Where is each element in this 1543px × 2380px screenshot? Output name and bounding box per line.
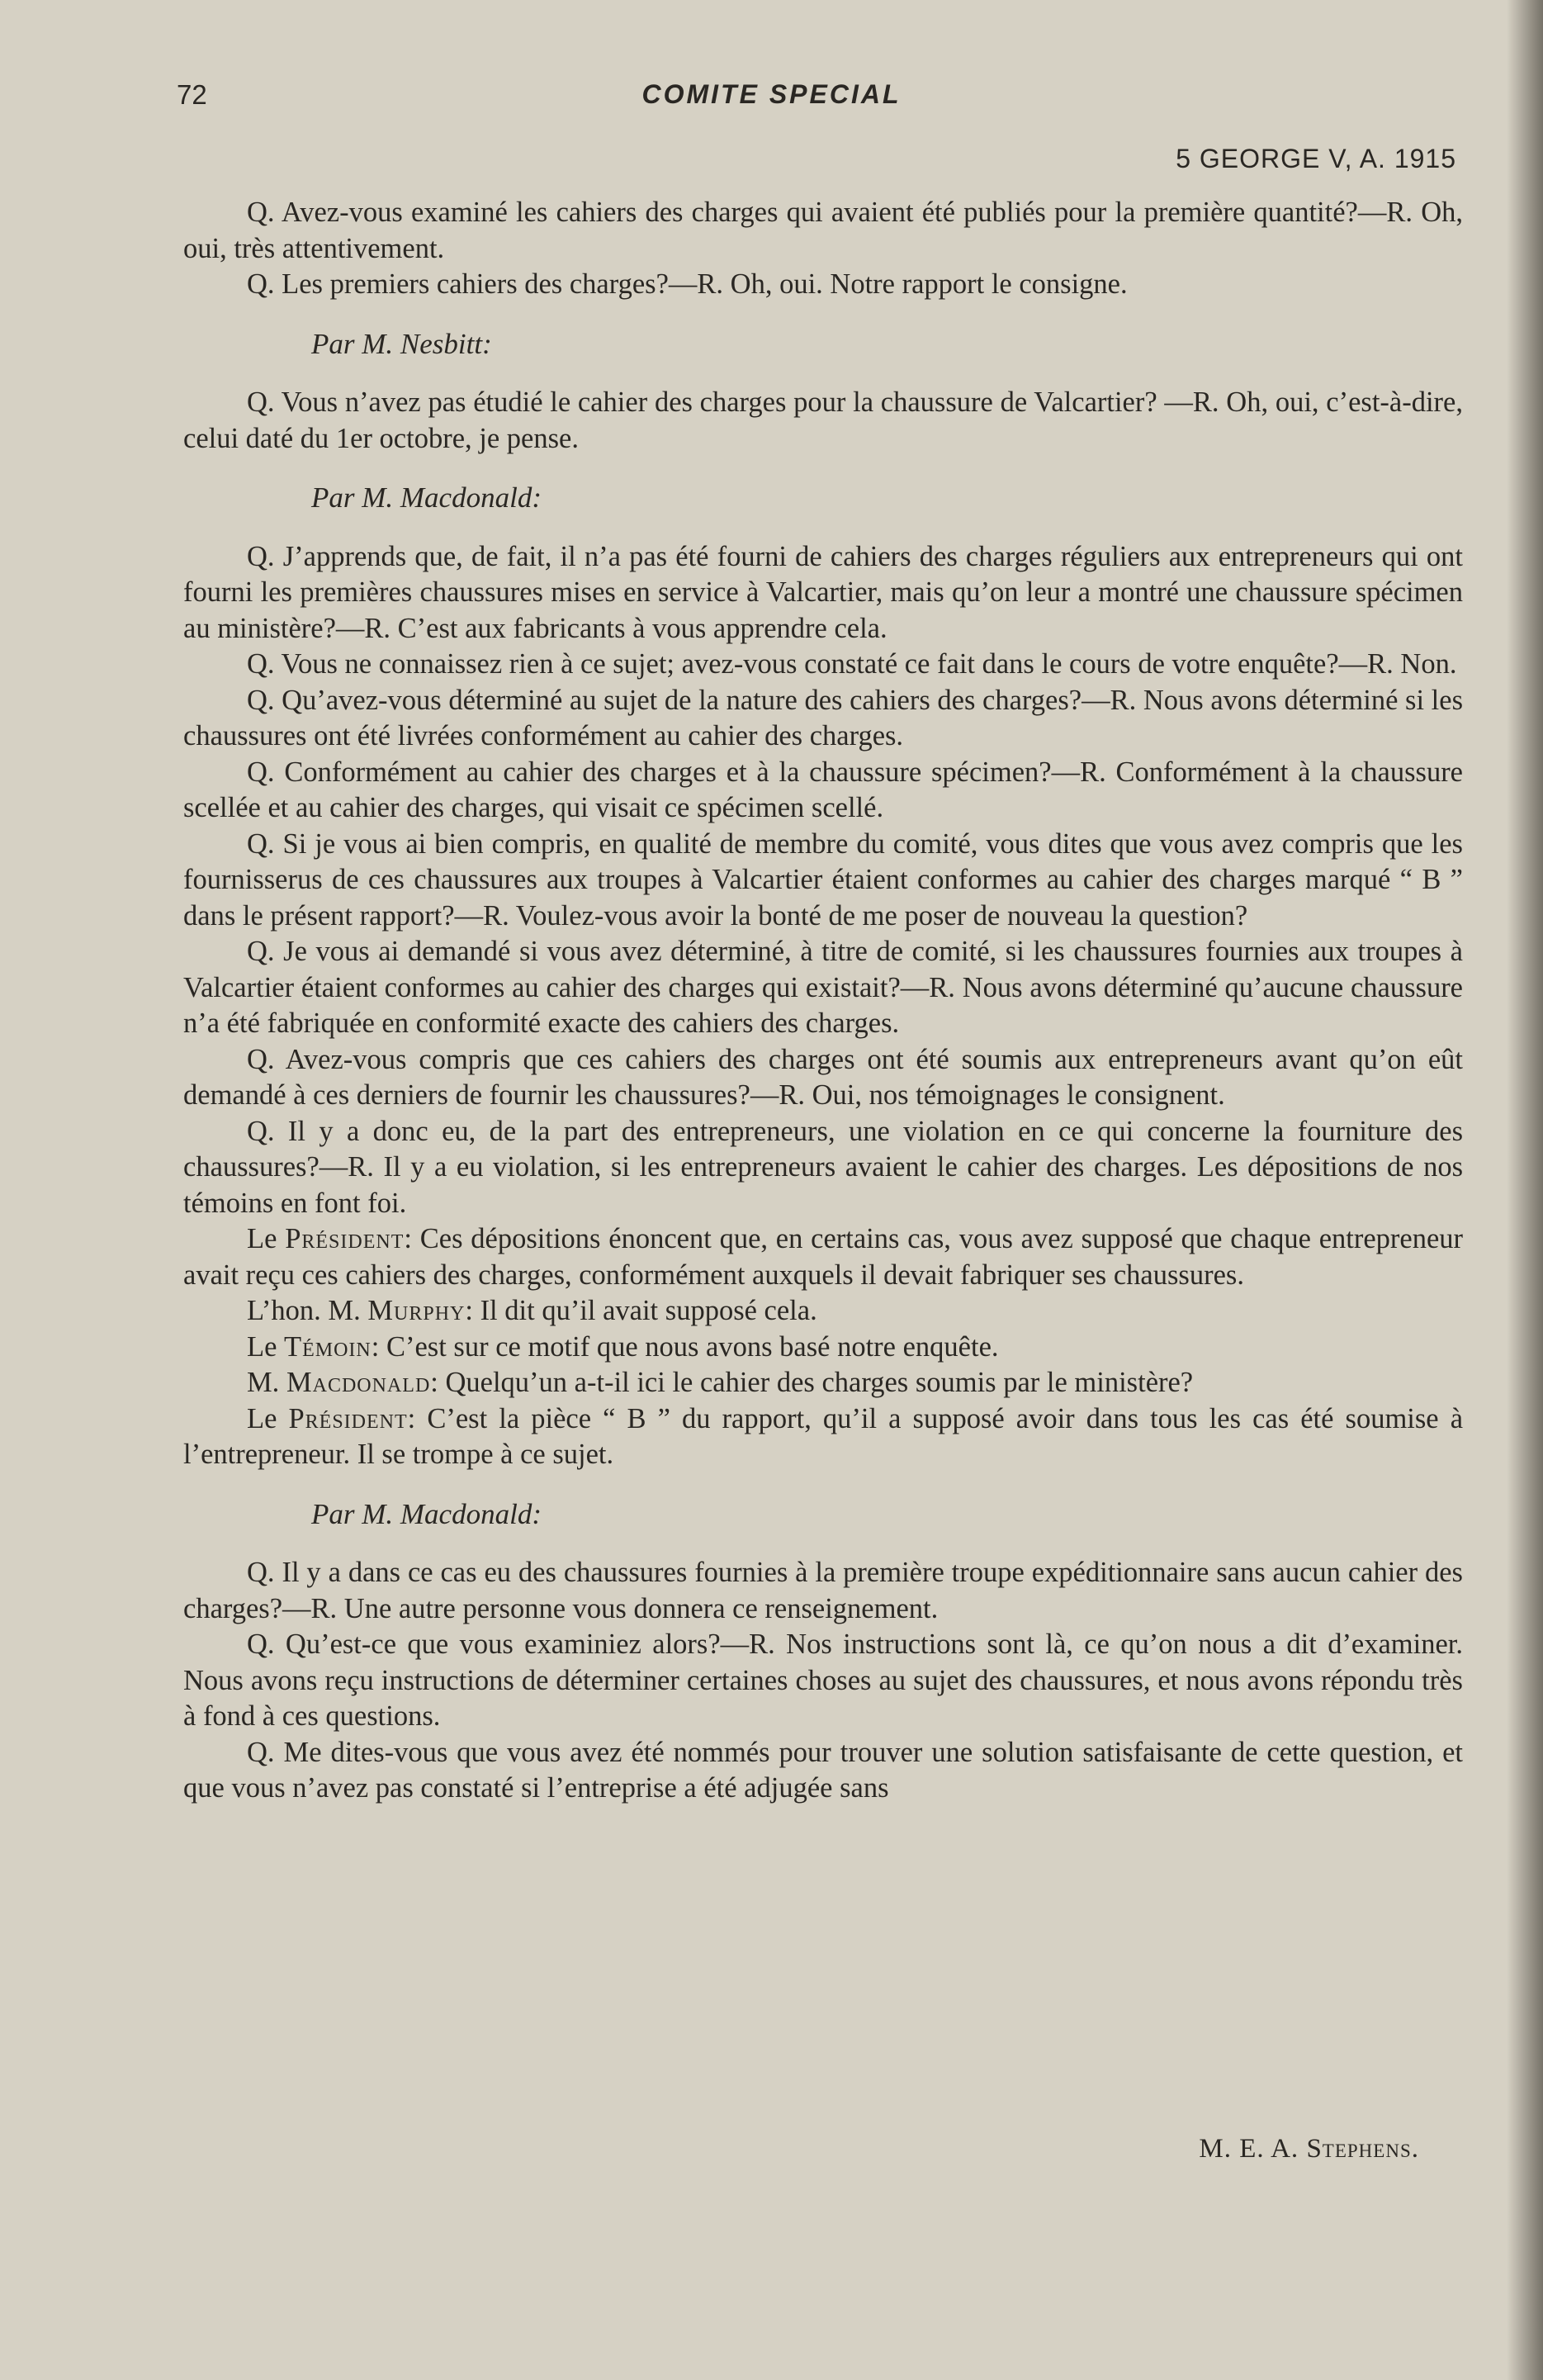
running-title: COMITE SPECIAL — [641, 79, 902, 109]
speaker-prefix: Le — [247, 1402, 289, 1434]
qa-paragraph: Q. Avez-vous examiné les cahiers des charges qui avaient été publiés pour la première quantité?—R. Oh, oui, très attentivement. — [183, 197, 1463, 264]
speech-text: : Ces dépositions énoncent que, en certains cas, vous avez supposé que chaque entrepreneur avait reçu ces cahiers des charges, conformément auxquels il devait fabriquer ses chaussures. — [183, 1223, 1464, 1291]
speaker-prefix: Le — [247, 1330, 285, 1363]
qa-paragraph: Q. Il y a donc eu, de la part des entrepreneurs, une violation en ce qui concerne la fourniture des chaussures?—R. Il y a eu violation, si les entrepreneurs avaient le cahier des charges. Les dépositions de nos témoins en font foi. — [183, 1115, 1463, 1219]
speech-text: : Quelqu’un a-t-il ici le cahier des charges soumis par le ministère? — [430, 1367, 1194, 1398]
speech-paragraph — [183, 1221, 1463, 1293]
speech-paragraph — [183, 1293, 1463, 1330]
speaker-heading: Par M. Macdonald: — [311, 481, 542, 514]
speaker-name: Président — [288, 1402, 408, 1434]
qa-paragraph: Q. Il y a dans ce cas eu des chaussures fournies à la première troupe expéditionnaire sans aucun cahier des charges?—R. Une autre personne vous donnera ce renseignement. — [183, 1557, 1463, 1624]
speaker-prefix: M. — [247, 1367, 286, 1398]
speaker-heading: Par M. Macdonald: — [311, 1497, 542, 1530]
witness-signature — [1199, 2134, 1419, 2164]
qa-paragraph: Q. J’apprends que, de fait, il n’a pas été fourni de cahiers des charges réguliers aux entrepreneurs qui ont fourni les premières chaussures mises en service à Valcartier, mais qu’on leur a montré une chaussure spécimen au ministère?—R. C’est aux fabricants à vous apprendre cela. — [183, 540, 1463, 644]
speech-text: : C’est la pièce “ B ” du rapport, qu’il a supposé avoir dans tous les cas été soumise à l’entrepreneur. Il se trompe à ce sujet. — [183, 1402, 1464, 1470]
speech-text: : Il dit qu’il avait supposé cela. — [465, 1295, 817, 1326]
session-line: 5 GEORGE V, A. 1915 — [1176, 144, 1456, 173]
speech-text: : C’est sur ce motif que nous avons basé notre enquête. — [371, 1330, 999, 1363]
page-number: 72 — [177, 79, 207, 110]
qa-paragraph: Q. Avez-vous compris que ces cahiers des charges ont été soumis aux entrepreneurs avant qu’on eût demandé à ces derniers de fournir les chaussures?—R. Oui, nos témoignages le consignent. — [183, 1043, 1463, 1111]
qa-paragraph: Q. Si je vous ai bien compris, en qualité de membre du comité, vous dites que vous avez compris que les fournisserus de ces chaussures aux troupes à Valcartier étaient conformes au cahier des charges marqué “ B ” dans le présent rapport?—R. Voulez-vous avoir la bonté de me poser de nouveau la question? — [183, 827, 1463, 932]
speech-paragraph — [183, 1330, 1463, 1366]
qa-paragraph: Q. Vous n’avez pas étudié le cahier des charges pour la chaussure de Valcartier? —R. Oh, oui, c’est-à-dire, celui daté du 1er octobre, je pense. — [183, 386, 1463, 454]
body-text — [183, 195, 1463, 1807]
speaker-name: Président — [285, 1223, 405, 1254]
speaker-name: Témoin — [284, 1330, 372, 1363]
speaker-prefix: Le — [247, 1223, 286, 1254]
signature-initials: M. E. A. — [1199, 2134, 1307, 2164]
speech-paragraph — [183, 1401, 1463, 1473]
qa-paragraph: Q. Qu’avez-vous déterminé au sujet de la nature des cahiers des charges?—R. Nous avons déterminé si les chaussures ont été livrées conformément au cahier des charges. — [183, 684, 1463, 751]
qa-paragraph: Q. Qu’est-ce que vous examiniez alors?—R. Nos instructions sont là, ce qu’on nous a dit d’examiner. Nous avons reçu instructions de déterminer certaines choses au sujet des chaussures, et nous avons répondu très à fond à ces questions. — [183, 1629, 1463, 1732]
speech-paragraph — [183, 1365, 1463, 1401]
speaker-name: Macdonald — [286, 1367, 431, 1398]
signature-suffix: . — [1411, 2134, 1419, 2164]
qa-paragraph: Q. Les premiers cahiers des charges?—R. Oh, oui. Notre rapport le consigne. — [247, 268, 1128, 300]
speaker-name: Murphy — [367, 1295, 466, 1326]
qa-paragraph: Q. Conformément au cahier des charges et à la chaussure spécimen?—R. Conformément à la chaussure scellée et au cahier des charges, qui visait ce spécimen scellé. — [183, 756, 1463, 823]
qa-paragraph: Q. Vous ne connaissez rien à ce sujet; avez-vous constaté ce fait dans le cours de votre enquête?—R. Non. — [247, 648, 1457, 680]
qa-paragraph: Q. Me dites-vous que vous avez été nommés pour trouver une solution satisfaisante de cette question, et que vous n’avez pas constaté si l’entreprise a été adjugée sans — [183, 1736, 1463, 1804]
signature-surname: Stephens — [1306, 2134, 1412, 2164]
speaker-heading: Par M. Nesbitt: — [311, 327, 492, 360]
qa-paragraph: Q. Je vous ai demandé si vous avez déterminé, à titre de comité, si les chaussures fournies aux troupes à Valcartier étaient conformes au cahier des charges qui existait?—R. Nous avons déterminé qu’aucune chaussure n’a été fabriquée en conformité exacte des cahiers des charges. — [183, 936, 1463, 1039]
speaker-prefix: L’hon. M. — [247, 1295, 368, 1326]
